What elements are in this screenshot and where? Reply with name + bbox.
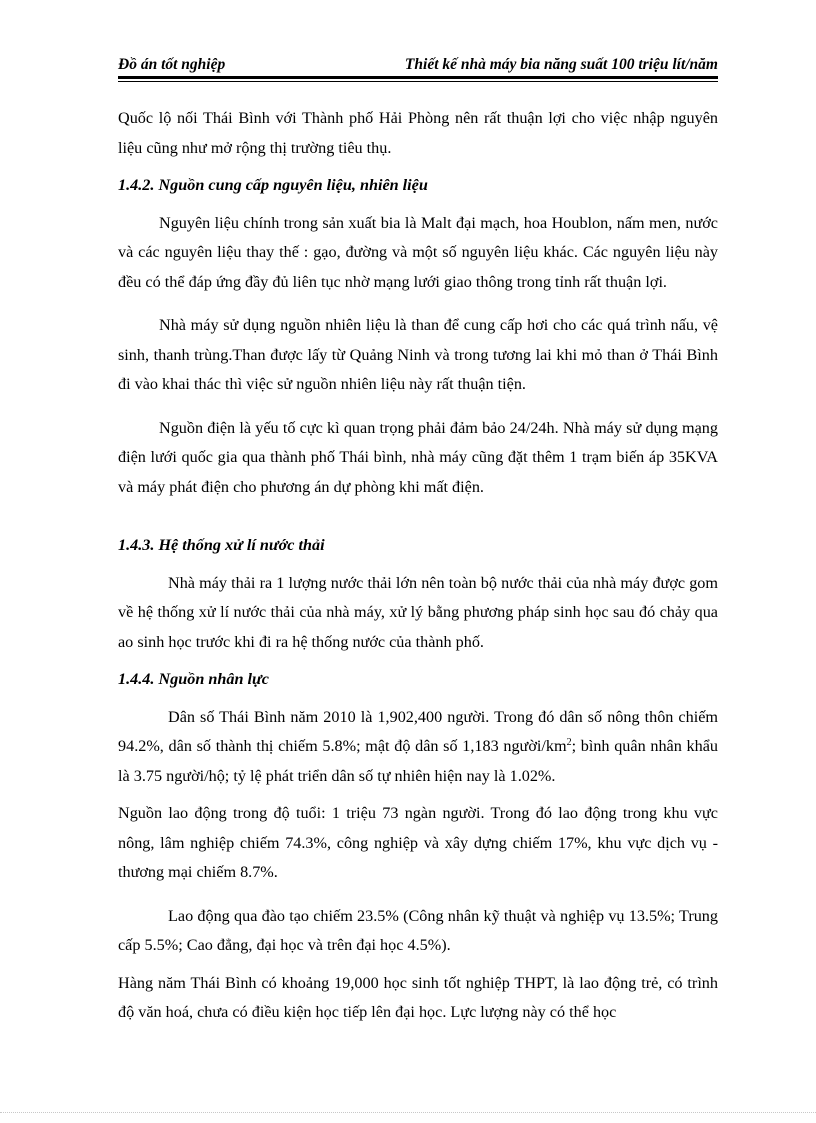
paragraph-population: [118, 703, 718, 792]
population-text-b: ; bình quân nhân khẩu là 3.75 người/hộ; tỷ lệ phát triển dân số tự nhiên hiện nay là 1.02%.: [118, 737, 718, 785]
paragraph-wastewater: Nhà máy thải ra 1 lượng nước thải lớn nên toàn bộ nước thải của nhà máy được gom về hệ thống xử lí nước thải của nhà máy, xử lý bằng phương pháp sinh học sau đó chảy qua ao sinh học trước khi đi ra hệ thống nước của thành phố.: [118, 573, 718, 651]
header-right-title: Thiết kế nhà máy bia năng suất 100 triệu lít/năm: [404, 56, 718, 73]
page-body: [118, 104, 718, 1028]
paragraph-graduates: Hàng năm Thái Bình có khoảng 19,000 học sinh tốt nghiệp THPT, là lao động trẻ, có trình độ văn hoá, chưa có điều kiện học tiếp lên đại học. Lực lượng này có thể học: [118, 973, 718, 1021]
population-text-a: Dân số Thái Bình năm 2010 là 1,902,400 người. Trong đó dân số nông thôn chiếm 94.2%, dân số thành thị chiếm 5.8%; mật độ dân số 1,183 người/km: [118, 707, 718, 755]
header-rule-thick: [118, 76, 718, 79]
page-header: [118, 52, 718, 74]
header-left-title: Đồ án tốt nghiệp: [118, 56, 226, 73]
section-heading-1-4-2: 1.4.2. Nguồn cung cấp nguyên liệu, nhiên liệu: [118, 176, 428, 194]
paragraph-trained-labor: Lao động qua đào tạo chiếm 23.5% (Công nhân kỹ thuật và nghiệp vụ 13.5%; Trung cấp 5.5%; Cao đẳng, đại học và trên đại học 4.5%).: [118, 906, 718, 954]
paragraph-electricity: Nguồn điện là yếu tố cực kì quan trọng phải đảm bảo 24/24h. Nhà máy sử dụng mạng điện lưới quốc gia qua thành phố Thái bình, nhà máy cũng đặt thêm 1 trạm biến áp 35KVA và máy phát điện cho phương án dự phòng khi mất điện.: [118, 418, 718, 496]
page-bottom-edge: [0, 1112, 816, 1113]
section-heading-1-4-4: 1.4.4. Nguồn nhân lực: [118, 670, 269, 688]
header-rule-thin: [118, 81, 718, 82]
paragraph-continuation: Quốc lộ nối Thái Bình với Thành phố Hải Phòng nên rất thuận lợi cho việc nhập nguyên liệu cũng như mở rộng thị trường tiêu thụ.: [118, 109, 718, 157]
section-heading-1-4-3: 1.4.3. Hệ thống xử lí nước thải: [118, 536, 325, 554]
paragraph-fuel: Nhà máy sử dụng nguồn nhiên liệu là than để cung cấp hơi cho các quá trình nấu, vệ sinh, thanh trùng.Than được lấy từ Quảng Ninh và trong tương lai khi mỏ than ở Thái Bình đi vào khai thác thì việc sử nguồn nhiên liệu này rất thuận tiện.: [118, 316, 718, 393]
paragraph-raw-materials: Nguyên liệu chính trong sản xuất bia là Malt đại mạch, hoa Houblon, nấm men, nước và các nguyên liệu thay thế : gạo, đường và một số nguyên liệu khác. Các nguyên liệu này đều có thể đáp ứng đầy đủ liên tục nhờ mạng lưới giao thông trong tỉnh rất thuận lợi.: [118, 213, 718, 291]
paragraph-labor-force: Nguồn lao động trong độ tuổi: 1 triệu 73 ngàn người. Trong đó lao động trong khu vực nông, lâm nghiệp chiếm 74.3%, công nghiệp và xây dựng chiếm 17%, khu vực dịch vụ - thương mại chiếm 8.7%.: [118, 804, 718, 881]
superscript-2: 2: [566, 737, 572, 748]
